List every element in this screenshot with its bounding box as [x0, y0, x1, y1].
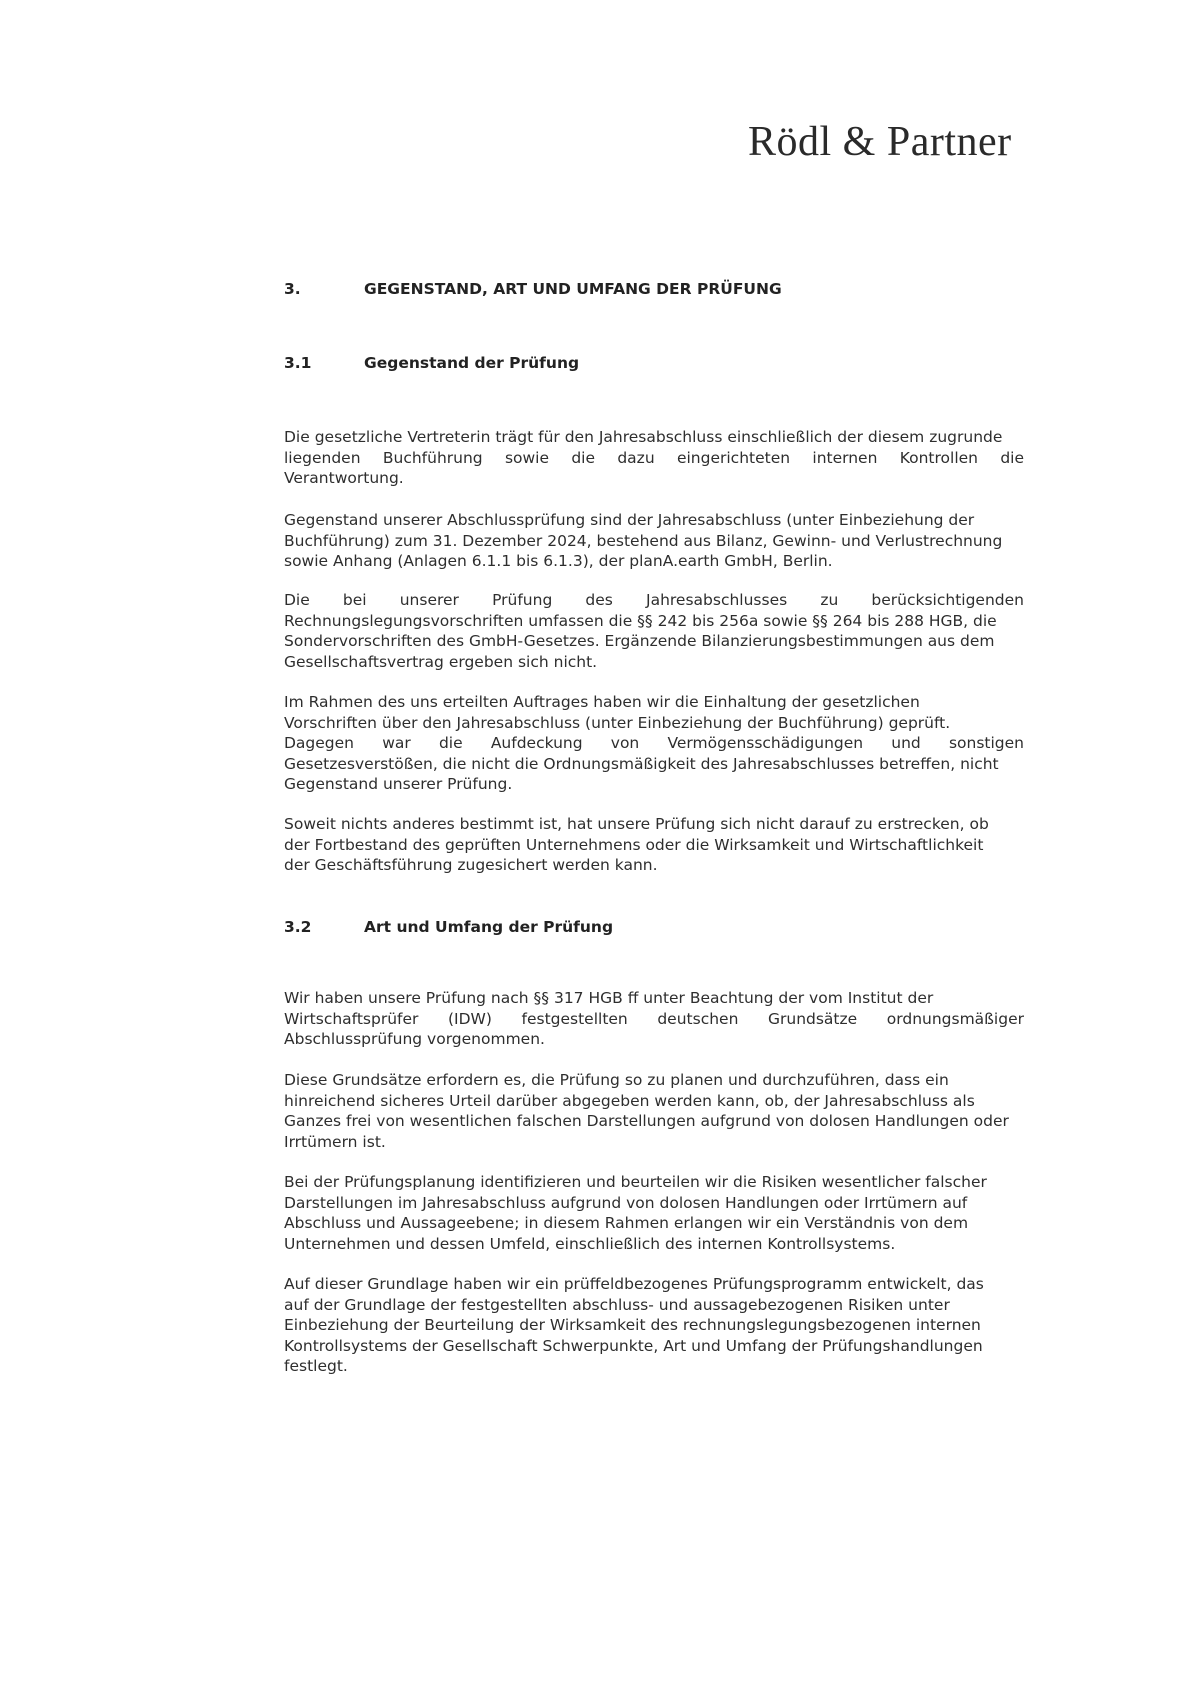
paragraph-line: Dagegen war die Aufdeckung von Vermögensschädigungen und sonstigen [284, 734, 1024, 752]
paragraph [284, 510, 1024, 572]
paragraph-line: Wir haben unsere Prüfung nach §§ 317 HGB ff unter Beachtung der vom Institut der [284, 989, 934, 1007]
section-3-2-heading [284, 918, 613, 936]
paragraph-line: Abschlussprüfung vorgenommen. [284, 1030, 545, 1048]
paragraph [284, 1172, 1024, 1254]
paragraph-line: Bei der Prüfungsplanung identifizieren und beurteilen wir die Risiken wesentlicher falscher [284, 1173, 987, 1191]
paragraph-line: Irrtümern ist. [284, 1132, 386, 1151]
paragraph-line: Buchführung) zum 31. Dezember 2024, bestehend aus Bilanz, Gewinn- und Verlustrechnung [284, 531, 1003, 550]
paragraph-line: hinreichend sicheres Urteil darüber abgegeben werden kann, ob, der Jahresabschluss als [284, 1091, 975, 1110]
paragraph-line: Die gesetzliche Vertreterin trägt für den Jahresabschluss einschließlich der diesem zugrunde [284, 428, 1003, 446]
paragraph-line: Im Rahmen des uns erteilten Auftrages haben wir die Einhaltung der gesetzlichen [284, 693, 920, 711]
paragraph-line: Kontrollsystems der Gesellschaft Schwerpunkte, Art und Umfang der Prüfungshandlungen [284, 1336, 983, 1355]
paragraph-line: Soweit nichts anderes bestimmt ist, hat unsere Prüfung sich nicht darauf zu erstrecken, ob [284, 815, 989, 833]
paragraph-line: sowie Anhang (Anlagen 6.1.1 bis 6.1.3), der planA.earth GmbH, Berlin. [284, 552, 833, 570]
section-3-2-number: 3.2 [284, 918, 312, 936]
paragraph-line: auf der Grundlage der festgestellten abschluss- und aussagebezogenen Risiken unter [284, 1295, 950, 1314]
paragraph-line: der Fortbestand des geprüften Unternehmens oder die Wirksamkeit und Wirtschaftlichkeit [284, 835, 984, 854]
paragraph-line: festlegt. [284, 1357, 348, 1375]
paragraph-line: Rechnungslegungsvorschriften umfassen die §§ 242 bis 256a sowie §§ 264 bis 288 HGB, die [284, 611, 997, 630]
paragraph [284, 814, 1024, 876]
section-3-1-title: Gegenstand der Prüfung [364, 354, 580, 372]
paragraph-line: Abschluss und Aussageebene; in diesem Rahmen erlangen wir ein Verständnis von dem [284, 1214, 969, 1232]
paragraph-line: Gesetzesverstößen, die nicht die Ordnungsmäßigkeit des Jahresabschlusses betreffen, nicht [284, 754, 999, 773]
section-3-2-title: Art und Umfang der Prüfung [364, 918, 614, 936]
paragraph [284, 1274, 1024, 1377]
paragraph-line: Gegenstand unserer Abschlussprüfung sind der Jahresabschluss (unter Einbeziehung der [284, 511, 975, 529]
section-3-1-number: 3.1 [284, 354, 312, 372]
paragraph-line: Unternehmen und dessen Umfeld, einschließlich des internen Kontrollsystems. [284, 1234, 896, 1253]
section-3-1-heading [284, 354, 579, 372]
paragraph-line: Sondervorschriften des GmbH-Gesetzes. Ergänzende Bilanzierungsbestimmungen aus dem [284, 632, 995, 650]
paragraph-line: Darstellungen im Jahresabschluss aufgrund von dolosen Handlungen oder Irrtümern auf [284, 1193, 968, 1212]
paragraph [284, 590, 1024, 672]
paragraph-line: Diese Grundsätze erfordern es, die Prüfung so zu planen und durchzuführen, dass ein [284, 1071, 949, 1089]
paragraph-line: Verantwortung. [284, 469, 404, 487]
paragraph-line: der Geschäftsführung zugesichert werden kann. [284, 856, 658, 874]
paragraph [284, 692, 1024, 795]
paragraph-line: Ganzes frei von wesentlichen falschen Darstellungen aufgrund von dolosen Handlungen oder [284, 1112, 1009, 1130]
paragraph [284, 1070, 1024, 1152]
paragraph-line: Auf dieser Grundlage haben wir ein prüffeldbezogenes Prüfungsprogramm entwickelt, das [284, 1275, 984, 1293]
paragraph [284, 427, 1024, 489]
paragraph-line: Vorschriften über den Jahresabschluss (unter Einbeziehung der Buchführung) geprüft. [284, 713, 951, 732]
paragraph-line: Die bei unserer Prüfung des Jahresabschlusses zu berücksichtigenden [284, 591, 1024, 609]
paragraph-line: Einbeziehung der Beurteilung der Wirksamkeit des rechnungslegungsbezogenen internen [284, 1316, 981, 1334]
paragraph [284, 988, 1024, 1050]
company-logo: Rödl & Partner [748, 119, 1012, 165]
paragraph-line: Gesellschaftsvertrag ergeben sich nicht. [284, 652, 598, 671]
paragraph-line: liegenden Buchführung sowie die dazu eingerichteten internen Kontrollen die [284, 448, 1024, 467]
section-3-title: GEGENSTAND, ART UND UMFANG DER PRÜFUNG [364, 280, 782, 298]
paragraph-line: Gegenstand unserer Prüfung. [284, 775, 513, 793]
section-3-number: 3. [284, 280, 301, 298]
paragraph-line: Wirtschaftsprüfer (IDW) festgestellten deutschen Grundsätze ordnungsmäßiger [284, 1009, 1024, 1028]
section-3-heading [284, 280, 782, 298]
